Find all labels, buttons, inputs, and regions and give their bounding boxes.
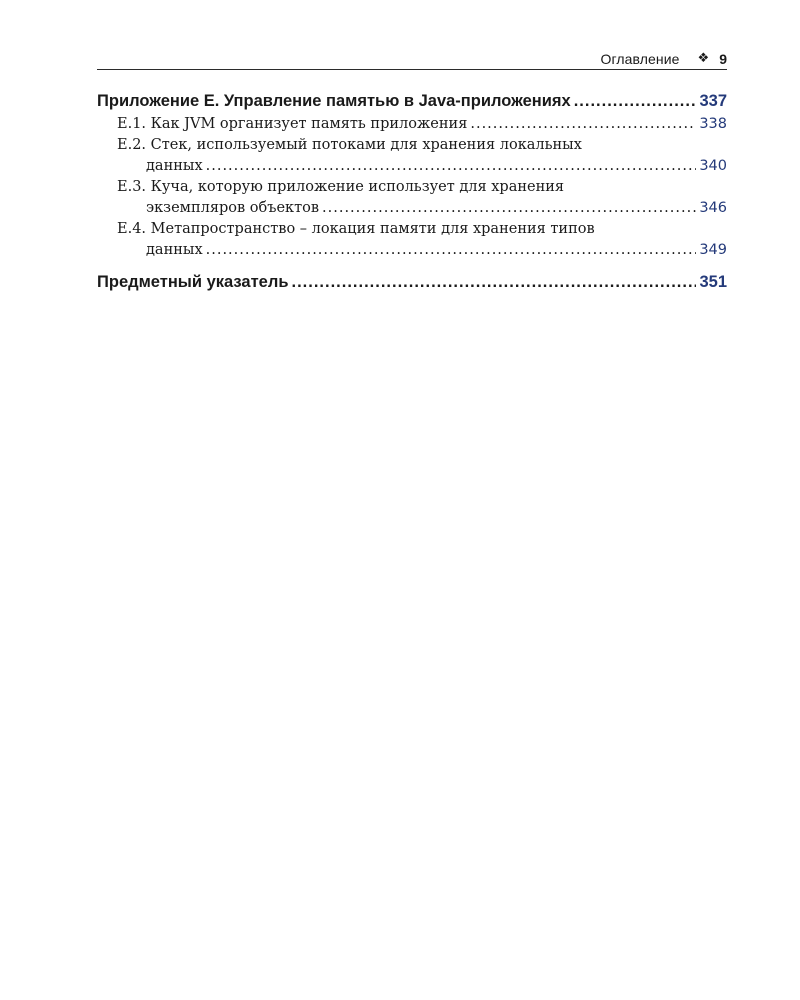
header-page-number: 9 (719, 51, 727, 67)
toc-index-page: 351 (699, 273, 727, 291)
toc-section-e1[interactable] (97, 114, 727, 135)
toc-section-page: 338 (699, 116, 727, 132)
toc-section-e4[interactable] (97, 219, 727, 261)
toc-section-title: Е.2. Стек, используемый потоками для хранения локальных (117, 137, 582, 153)
diamond-ornament-icon: ❖ (697, 50, 710, 65)
dot-leader (291, 271, 696, 293)
toc-section-title-cont: данных (146, 158, 203, 174)
toc-appendix-title: Приложение Е. Управление памятью в Java-приложениях (97, 92, 571, 110)
dot-leader (206, 156, 697, 177)
toc-section-page: 349 (699, 242, 727, 258)
toc-section-e2[interactable] (97, 135, 727, 177)
toc-section-page: 340 (699, 158, 727, 174)
header-title: Оглавление (600, 51, 680, 67)
toc-index-title: Предметный указатель (97, 273, 289, 291)
dot-leader (574, 90, 697, 112)
dot-leader (206, 240, 697, 261)
toc-section-title-cont: данных (146, 242, 203, 258)
toc-section-title: Е.4. Метапространство – локация памяти для хранения типов (117, 221, 595, 237)
dot-leader (322, 198, 696, 219)
toc-appendix-e[interactable] (97, 90, 727, 112)
toc-section-page: 346 (699, 200, 727, 216)
toc-index[interactable] (97, 271, 727, 293)
dot-leader (470, 114, 696, 135)
toc-section-e3[interactable] (97, 177, 727, 219)
toc-section-title-cont: экземпляров объектов (146, 200, 320, 216)
toc-section-title: Е.3. Куча, которую приложение использует для хранения (117, 179, 565, 195)
toc-section-title: Е.1. Как JVM организует память приложения (117, 116, 468, 132)
running-header (97, 48, 727, 70)
table-of-contents (97, 90, 727, 293)
toc-appendix-page: 337 (699, 92, 727, 110)
